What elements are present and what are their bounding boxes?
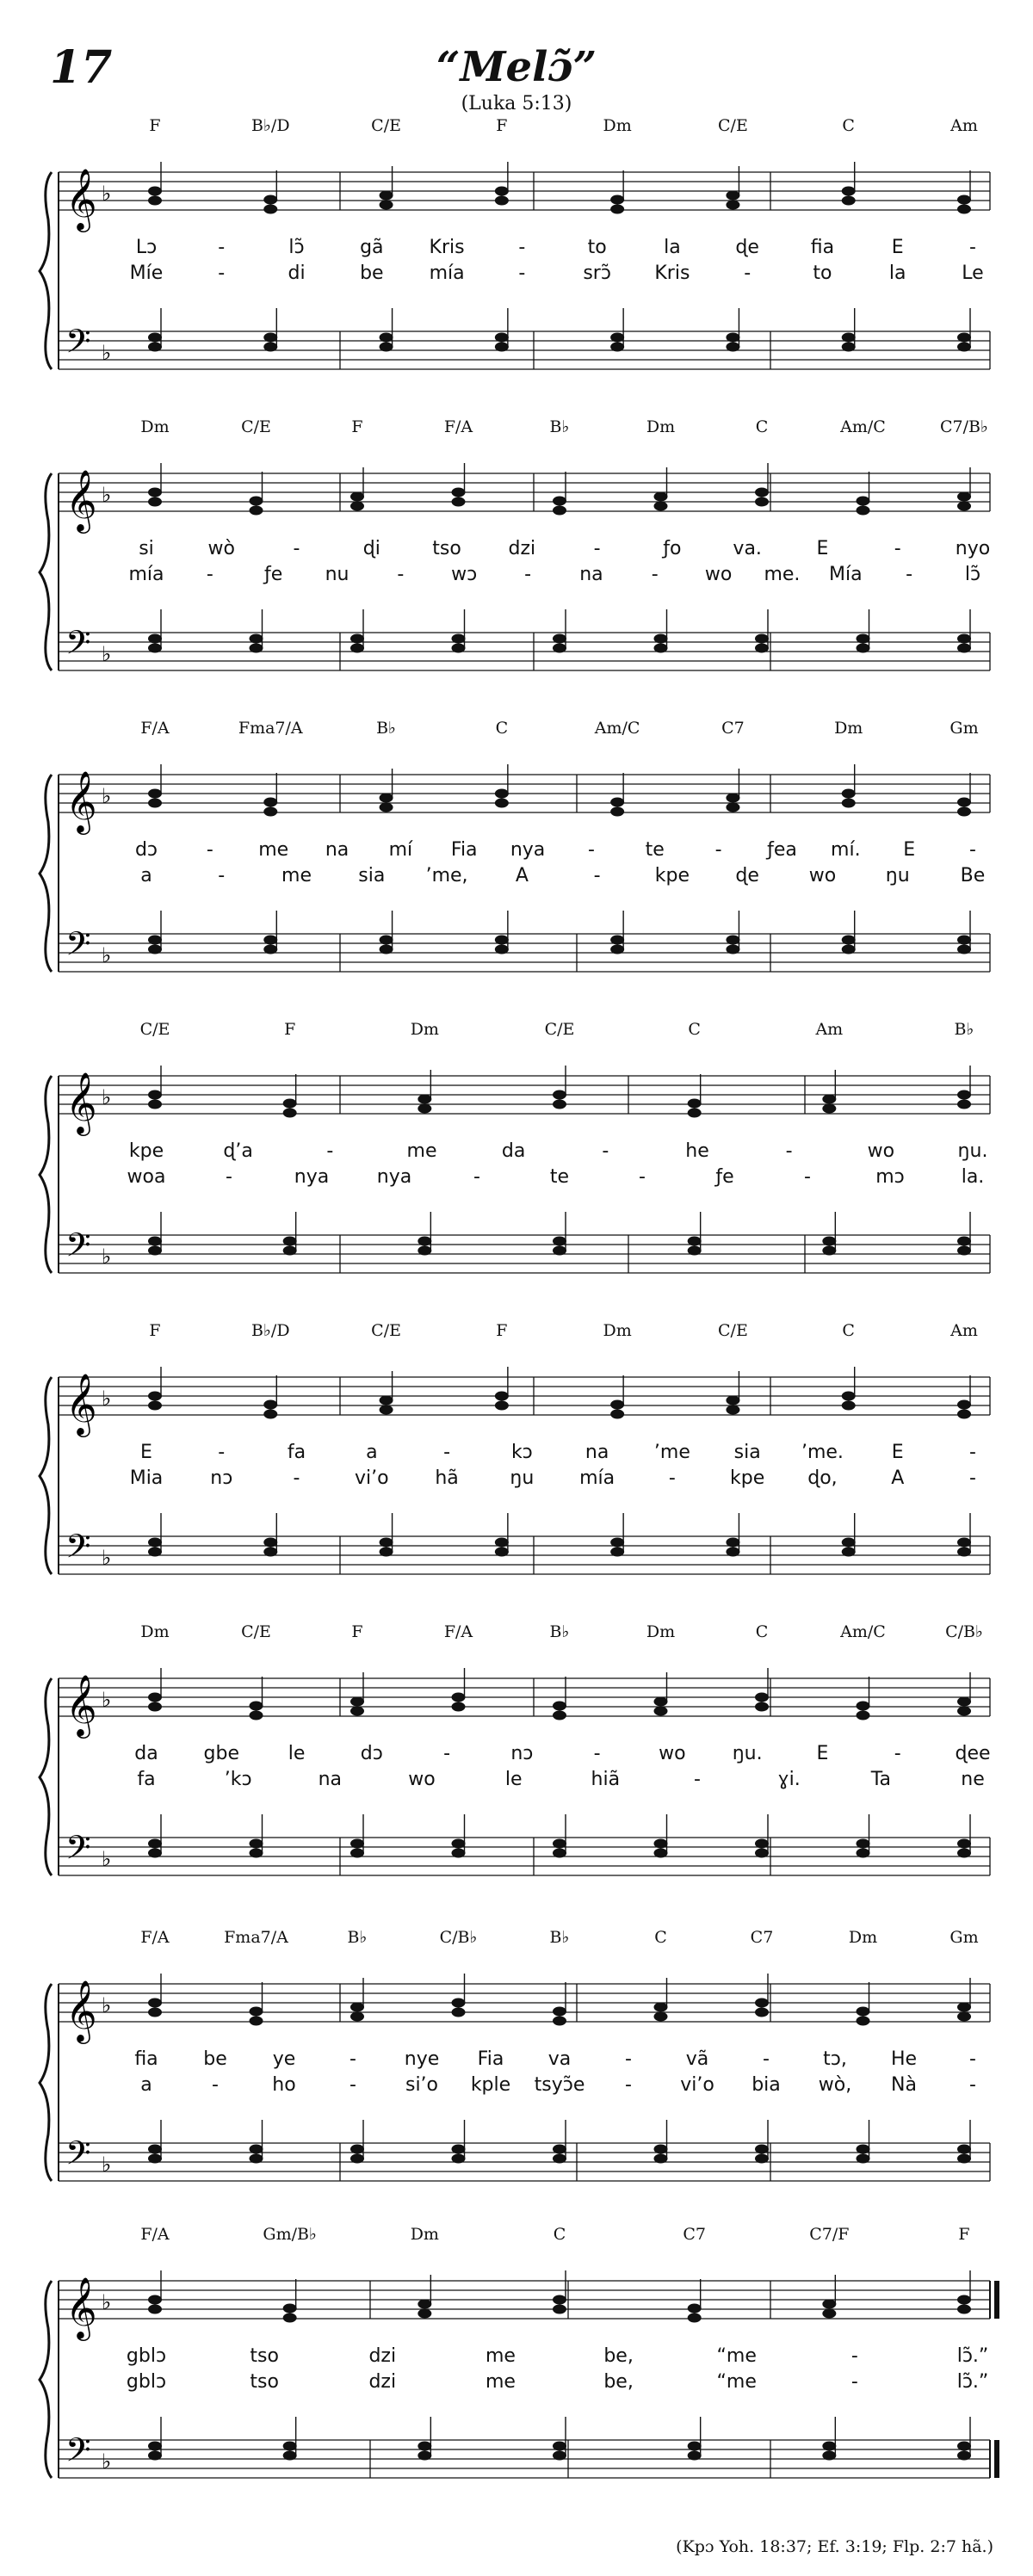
lyric-verse-2: me <box>281 865 312 886</box>
lyric-verse-2: Míe <box>129 263 164 284</box>
lyric-verse-2: le <box>504 1769 523 1790</box>
chord-symbol: F <box>496 116 508 135</box>
chord-symbol: F <box>351 417 363 436</box>
lyric-verse-2: - <box>851 2371 858 2393</box>
lyric-verse-2: - <box>625 2074 632 2096</box>
chord-symbol: C/E <box>371 116 401 135</box>
chord-symbol: Am <box>950 116 978 135</box>
svg-text:♭: ♭ <box>102 2290 112 2314</box>
lyric-verse-2: - <box>593 865 601 886</box>
lyric-verse-2: - <box>651 564 659 585</box>
svg-text:𝄞: 𝄞 <box>65 167 97 230</box>
hymn-number: 17 <box>50 41 113 94</box>
lyric-verse-2: - <box>218 263 226 284</box>
lyric-verse-2: a <box>140 865 152 886</box>
lyric-verse-2: ƒe <box>715 1166 734 1188</box>
svg-text:♭: ♭ <box>102 483 112 507</box>
music-system <box>0 1622 1033 1915</box>
lyric-verse-2: na <box>579 564 603 585</box>
lyric-verse-1: te <box>645 839 665 861</box>
lyric-verse-2: - <box>218 865 226 886</box>
chord-symbol: Fmа7/A <box>238 719 303 738</box>
lyric-verse-1: ƒea <box>767 839 797 861</box>
chord-symbol: C <box>755 1622 769 1641</box>
chord-symbol: Dm <box>603 116 632 135</box>
lyric-verse-1: E <box>891 1442 904 1463</box>
chord-symbol: B♭ <box>549 417 570 436</box>
lyric-verse-1: - <box>785 1140 793 1162</box>
lyric-verse-1: me <box>258 839 289 861</box>
lyric-verse-1: - <box>714 839 722 861</box>
lyric-verse-1: ’me <box>653 1442 690 1463</box>
lyric-verse-2: ɖo, <box>807 1467 838 1489</box>
lyric-verse-1: ƒo <box>663 538 682 559</box>
lyric-verse-1: - <box>969 1442 976 1463</box>
lyric-verse-1: le <box>288 1743 306 1764</box>
svg-text:𝄢: 𝄢 <box>65 322 91 368</box>
lyric-verse-2: kple <box>470 2074 511 2096</box>
hymn-title: “Melɔ̃” <box>436 43 597 91</box>
lyric-verse-1: gblɔ <box>126 2345 167 2367</box>
chord-symbol: C/E <box>544 1020 575 1039</box>
chord-symbol: F <box>284 1020 296 1039</box>
svg-text:𝄢: 𝄢 <box>65 1828 91 1875</box>
lyric-verse-1: va <box>547 2048 572 2070</box>
lyric-verse-1: si <box>139 538 154 559</box>
lyric-verse-2: ho <box>272 2074 296 2096</box>
chord-symbol: C/B♭ <box>439 1928 478 1947</box>
chord-symbol: Am <box>815 1020 844 1039</box>
lyric-verse-2: wɔ <box>451 564 478 585</box>
lyric-verse-1: - <box>969 2048 976 2070</box>
lyric-verse-1: tɔ, <box>823 2048 847 2070</box>
lyric-verse-1: gã <box>360 237 384 258</box>
svg-text:𝄢: 𝄢 <box>65 1527 91 1573</box>
lyric-verse-2: tsyɔ̃e <box>534 2074 585 2096</box>
lyric-verse-2: wo <box>808 865 837 886</box>
svg-text:♭: ♭ <box>102 2153 112 2177</box>
lyric-verse-1: - <box>894 538 901 559</box>
lyric-verse-1: na <box>585 1442 609 1463</box>
chord-symbol: Am/C <box>840 417 886 436</box>
lyric-verse-1: vã <box>685 2048 709 2070</box>
lyric-verse-2: - <box>349 2074 356 2096</box>
chord-symbol: F/A <box>140 1928 170 1947</box>
svg-text:𝄢: 𝄢 <box>65 2431 91 2477</box>
lyric-verse-2: - <box>969 1467 976 1489</box>
lyric-verse-1: - <box>218 1442 226 1463</box>
lyric-verse-2: wò, <box>818 2074 852 2096</box>
lyric-verse-1: “me <box>716 2345 757 2367</box>
lyric-verse-1: - <box>349 2048 356 2070</box>
lyric-verse-2: la <box>888 263 906 284</box>
lyric-verse-1: be <box>203 2048 227 2070</box>
svg-text:♭: ♭ <box>102 784 112 808</box>
lyric-verse-2: - <box>969 2074 976 2096</box>
lyric-verse-2: mía <box>579 1467 615 1489</box>
chord-symbol: B♭ <box>376 719 397 738</box>
lyric-verse-1: tso <box>432 538 461 559</box>
svg-text:𝄞: 𝄞 <box>65 2276 97 2338</box>
lyric-verse-2: sia <box>358 865 386 886</box>
chord-symbol: C7/B♭ <box>940 417 988 436</box>
lyric-verse-1: - <box>625 2048 632 2070</box>
chord-symbol: F <box>149 116 161 135</box>
lyric-verse-2: di <box>288 263 306 284</box>
chord-symbol: Dm <box>834 719 863 738</box>
svg-text:𝄞: 𝄞 <box>65 1372 97 1435</box>
lyric-verse-1: - <box>443 1442 451 1463</box>
lyric-verse-2: - <box>524 564 532 585</box>
lyric-verse-1: E <box>816 1743 829 1764</box>
chord-symbol: B♭/D <box>251 1321 290 1340</box>
lyric-verse-2: nu <box>325 564 349 585</box>
lyric-verse-1: na <box>325 839 349 861</box>
lyric-verse-2: - <box>804 1166 811 1188</box>
chord-symbol: C <box>688 1020 701 1039</box>
lyric-verse-2: hã <box>435 1467 459 1489</box>
lyric-verse-1: ɖi <box>362 538 380 559</box>
lyric-verse-2: tso <box>250 2371 279 2393</box>
lyric-verse-1: E <box>816 538 829 559</box>
svg-text:♭: ♭ <box>102 1546 112 1570</box>
lyric-verse-2: to <box>813 263 832 284</box>
lyric-verse-1: wo <box>867 1140 895 1162</box>
lyric-verse-2: - <box>397 564 405 585</box>
lyric-verse-2: woa <box>127 1166 166 1188</box>
lyric-verse-2: ne <box>961 1769 985 1790</box>
lyric-verse-2: ’me, <box>425 865 468 886</box>
lyric-verse-2: - <box>668 1467 676 1489</box>
lyric-verse-2: nya <box>376 1166 412 1188</box>
chord-symbol: Dm <box>140 1622 170 1641</box>
lyric-verse-1: - <box>593 1743 601 1764</box>
chord-symbol: Dm <box>848 1928 878 1947</box>
chord-symbol: Am/C <box>840 1622 886 1641</box>
svg-text:𝄞: 𝄞 <box>65 1979 97 2042</box>
lyric-verse-2: la. <box>961 1166 985 1188</box>
lyric-verse-1: he <box>685 1140 709 1162</box>
lyric-verse-2: fa <box>137 1769 156 1790</box>
chord-symbol: C <box>842 116 855 135</box>
svg-text:𝄢: 𝄢 <box>65 1226 91 1272</box>
chord-symbol: C7 <box>750 1928 774 1947</box>
chord-symbol: F <box>149 1321 161 1340</box>
svg-text:♭: ♭ <box>102 642 112 666</box>
lyric-verse-1: ’me. <box>801 1442 844 1463</box>
lyric-verse-2: kpe <box>654 865 690 886</box>
chord-symbol: F/A <box>443 1622 473 1641</box>
lyric-verse-1: mí. <box>831 839 861 861</box>
lyric-verse-1: nyo <box>955 538 991 559</box>
lyric-verse-1: Fia <box>477 2048 504 2070</box>
chord-symbol: F <box>958 2225 970 2244</box>
chord-symbol: Am <box>950 1321 978 1340</box>
chord-symbol: C/E <box>139 1020 170 1039</box>
chord-symbol: C/B♭ <box>945 1622 983 1641</box>
svg-text:𝄞: 𝄞 <box>65 1071 97 1134</box>
lyric-verse-2: wo <box>408 1769 436 1790</box>
svg-text:♭: ♭ <box>102 182 112 206</box>
chord-symbol: Gm <box>949 1928 979 1947</box>
lyric-verse-1: ye <box>272 2048 296 2070</box>
lyric-verse-2: be <box>360 263 384 284</box>
svg-text:♭: ♭ <box>102 2449 112 2474</box>
chord-symbol: Fmа7/A <box>224 1928 288 1947</box>
lyric-verse-2: mɔ <box>875 1166 905 1188</box>
svg-text:𝄞: 𝄞 <box>65 1673 97 1736</box>
chord-symbol: Gm/B♭ <box>263 2225 317 2244</box>
staves <box>0 1945 1033 2221</box>
lyric-verse-1: lɔ̃.” <box>956 2345 989 2367</box>
lyric-verse-2: “me <box>716 2371 757 2393</box>
lyric-verse-2: A <box>515 865 529 886</box>
scripture-reference: (Luka 5:13) <box>461 93 572 114</box>
chord-symbol: B♭ <box>549 1928 570 1947</box>
lyric-verse-2: hiã <box>591 1769 621 1790</box>
lyric-verse-1: E <box>891 237 904 258</box>
lyric-verse-2: - <box>473 1166 480 1188</box>
lyric-verse-2: lɔ̃ <box>964 564 981 585</box>
lyric-verse-1: Kris <box>429 237 465 258</box>
svg-text:♭: ♭ <box>102 1387 112 1411</box>
music-system <box>0 116 1033 409</box>
lyric-verse-2: na <box>318 1769 343 1790</box>
lyric-verse-2: lɔ̃.” <box>956 2371 989 2393</box>
footer-references: (Kpɔ Yoh. 18:37; Ef. 3:19; Flp. 2:7 hã.) <box>676 2537 993 2556</box>
lyric-verse-2: - <box>212 2074 219 2096</box>
lyric-verse-2: si’o <box>405 2074 439 2096</box>
lyric-verse-1: ŋu. <box>732 1743 763 1764</box>
lyric-verse-1: - <box>443 1743 451 1764</box>
lyric-verse-1: me <box>485 2345 516 2367</box>
chord-symbol: C <box>755 417 769 436</box>
lyric-verse-2: wo <box>704 564 733 585</box>
lyric-verse-1: sia <box>733 1442 761 1463</box>
music-system <box>0 1020 1033 1313</box>
lyric-verse-1: - <box>969 839 976 861</box>
chord-symbol: C/E <box>718 1321 748 1340</box>
lyric-verse-1: Fia <box>450 839 478 861</box>
chord-symbol: B♭/D <box>251 116 290 135</box>
lyric-verse-1: to <box>587 237 607 258</box>
lyric-verse-1: dɔ <box>360 1743 383 1764</box>
lyric-verse-2: mía <box>128 564 164 585</box>
lyric-verse-1: kɔ <box>510 1442 533 1463</box>
lyric-verse-2: bia <box>752 2074 781 2096</box>
chord-symbol: Dm <box>646 417 676 436</box>
lyric-verse-1: nɔ <box>510 1743 534 1764</box>
lyric-verse-1: tso <box>250 2345 279 2367</box>
chord-symbol: C/E <box>241 417 271 436</box>
lyric-verse-2: gblɔ <box>126 2371 167 2393</box>
chord-symbol: B♭ <box>954 1020 974 1039</box>
chord-symbol: C7/F <box>809 2225 850 2244</box>
lyric-verse-1: mí <box>388 839 413 861</box>
svg-text:𝄞: 𝄞 <box>65 769 97 832</box>
chord-symbol: C <box>654 1928 667 1947</box>
chord-symbol: F <box>351 1622 363 1641</box>
chord-symbol: C7 <box>683 2225 706 2244</box>
lyric-verse-2: - <box>518 263 526 284</box>
lyric-verse-2: ’kɔ <box>224 1769 252 1790</box>
lyric-verse-2: - <box>694 1769 701 1790</box>
svg-text:♭: ♭ <box>102 1993 112 2017</box>
lyric-verse-2: Mia <box>129 1467 164 1489</box>
lyric-verse-1: da <box>134 1743 158 1764</box>
lyric-verse-2: a <box>140 2074 152 2096</box>
lyric-verse-2: - <box>226 1166 232 1188</box>
lyric-verse-2: ƒe <box>264 564 283 585</box>
music-system <box>0 1928 1033 2221</box>
lyric-verse-1: - <box>763 2048 770 2070</box>
lyric-verse-2: be, <box>603 2371 634 2393</box>
chord-symbol: C7 <box>721 719 745 738</box>
lyric-verse-2: ɣi. <box>777 1769 801 1790</box>
lyric-verse-2: Le <box>962 263 984 284</box>
chord-symbol: Dm <box>646 1622 676 1641</box>
lyric-verse-1: ŋu. <box>957 1140 988 1162</box>
lyric-verse-2: ɖe <box>735 865 759 886</box>
lyric-verse-2: ŋu <box>885 865 910 886</box>
lyric-verse-2: Ta <box>870 1769 891 1790</box>
lyric-verse-2: kpe <box>730 1467 765 1489</box>
lyric-verse-1: - <box>894 1743 901 1764</box>
lyric-verse-1: E <box>903 839 916 861</box>
lyric-verse-1: gbe <box>203 1743 239 1764</box>
lyric-verse-2: Be <box>960 865 986 886</box>
chord-symbol: C/E <box>371 1321 401 1340</box>
chord-symbol: C <box>495 719 509 738</box>
lyric-verse-1: - <box>602 1140 609 1162</box>
lyric-verse-2: dzi <box>368 2371 397 2393</box>
lyric-verse-2: - <box>293 1467 300 1489</box>
chord-symbol: B♭ <box>549 1622 570 1641</box>
lyric-verse-2: Mía <box>829 564 863 585</box>
svg-text:♭: ♭ <box>102 1085 112 1109</box>
chord-symbol: Am/C <box>594 719 640 738</box>
svg-text:♭: ♭ <box>102 1688 112 1712</box>
lyric-verse-2: me <box>485 2371 516 2393</box>
lyric-verse-1: va. <box>733 538 762 559</box>
lyric-verse-1: ɖ’a <box>223 1140 253 1162</box>
lyric-verse-2: te <box>549 1166 570 1188</box>
lyric-verse-1: dɔ <box>134 839 158 861</box>
svg-text:𝄢: 𝄢 <box>65 623 91 670</box>
lyric-verse-1: wo <box>659 1743 686 1764</box>
chord-symbol: C/E <box>241 1622 271 1641</box>
lyric-verse-1: dzi <box>508 538 536 559</box>
lyric-verse-1: a <box>366 1442 378 1463</box>
lyric-verse-2: - <box>639 1166 646 1188</box>
lyric-verse-1: - <box>593 538 601 559</box>
lyric-verse-1: - <box>851 2345 858 2367</box>
lyric-verse-2: nɔ <box>210 1467 233 1489</box>
chord-symbol: F/A <box>140 2225 170 2244</box>
lyric-verse-2: nya <box>294 1166 330 1188</box>
lyric-verse-2: me. <box>764 564 801 585</box>
lyric-verse-1: Lɔ <box>135 237 158 258</box>
svg-text:𝄞: 𝄞 <box>65 468 97 531</box>
music-system <box>0 2225 1033 2517</box>
svg-text:♭: ♭ <box>102 341 112 365</box>
lyric-verse-1: da <box>501 1140 526 1162</box>
svg-text:𝄢: 𝄢 <box>65 924 91 971</box>
chord-symbol: F <box>496 1321 508 1340</box>
chord-symbol: F/A <box>443 417 473 436</box>
chord-symbol: C <box>842 1321 855 1340</box>
lyric-verse-1: be, <box>603 2345 634 2367</box>
lyric-verse-1: He <box>890 2048 918 2070</box>
lyric-verse-1: ɖee <box>955 1743 991 1764</box>
chord-symbol: Dm <box>140 417 170 436</box>
music-system <box>0 1321 1033 1614</box>
lyric-verse-2: srɔ̃ <box>583 263 611 284</box>
lyric-verse-1: - <box>969 237 976 258</box>
lyric-verse-1: nye <box>404 2048 440 2070</box>
lyric-verse-1: wò <box>207 538 235 559</box>
lyric-verse-1: - <box>587 839 595 861</box>
lyric-verse-1: E <box>140 1442 152 1463</box>
svg-text:♭: ♭ <box>102 1245 112 1269</box>
music-system <box>0 719 1033 1011</box>
chord-symbol: Dm <box>410 1020 439 1039</box>
lyric-verse-2: - <box>206 564 213 585</box>
lyric-verse-2: vi’o <box>680 2074 714 2096</box>
svg-text:𝄢: 𝄢 <box>65 2134 91 2180</box>
lyric-verse-1: fia <box>134 2048 158 2070</box>
lyric-verse-2: ŋu <box>510 1467 535 1489</box>
lyric-verse-2: Nà <box>891 2074 917 2096</box>
lyric-verse-2: A <box>891 1467 905 1489</box>
chord-symbol: C/E <box>718 116 748 135</box>
lyric-verse-1: - <box>218 237 226 258</box>
lyric-verse-1: lɔ̃ <box>288 237 305 258</box>
chord-symbol: F/A <box>140 719 170 738</box>
lyric-verse-1: - <box>326 1140 334 1162</box>
lyric-verse-2: Kris <box>654 263 690 284</box>
lyric-verse-1: ɖe <box>735 237 759 258</box>
lyric-verse-1: me <box>406 1140 437 1162</box>
lyric-verse-1: - <box>293 538 300 559</box>
music-system <box>0 417 1033 710</box>
svg-text:♭: ♭ <box>102 1847 112 1871</box>
lyric-verse-1: dzi <box>368 2345 397 2367</box>
lyric-verse-1: fia <box>810 237 835 258</box>
lyric-verse-2: vi’o <box>355 1467 389 1489</box>
lyric-verse-1: fa <box>287 1442 306 1463</box>
lyric-verse-2: - <box>906 564 913 585</box>
chord-symbol: Dm <box>603 1321 632 1340</box>
lyric-verse-1: - <box>518 237 526 258</box>
lyric-verse-2: mía <box>429 263 465 284</box>
chord-symbol: C <box>553 2225 566 2244</box>
lyric-verse-1: nya <box>510 839 546 861</box>
lyric-verse-1: - <box>206 839 213 861</box>
lyric-verse-1: la <box>664 237 681 258</box>
chord-symbol: Dm <box>410 2225 439 2244</box>
chord-symbol: B♭ <box>347 1928 368 1947</box>
lyric-verse-2: - <box>744 263 752 284</box>
svg-text:♭: ♭ <box>102 943 112 967</box>
lyric-verse-1: kpe <box>128 1140 164 1162</box>
chord-symbol: Gm <box>949 719 979 738</box>
